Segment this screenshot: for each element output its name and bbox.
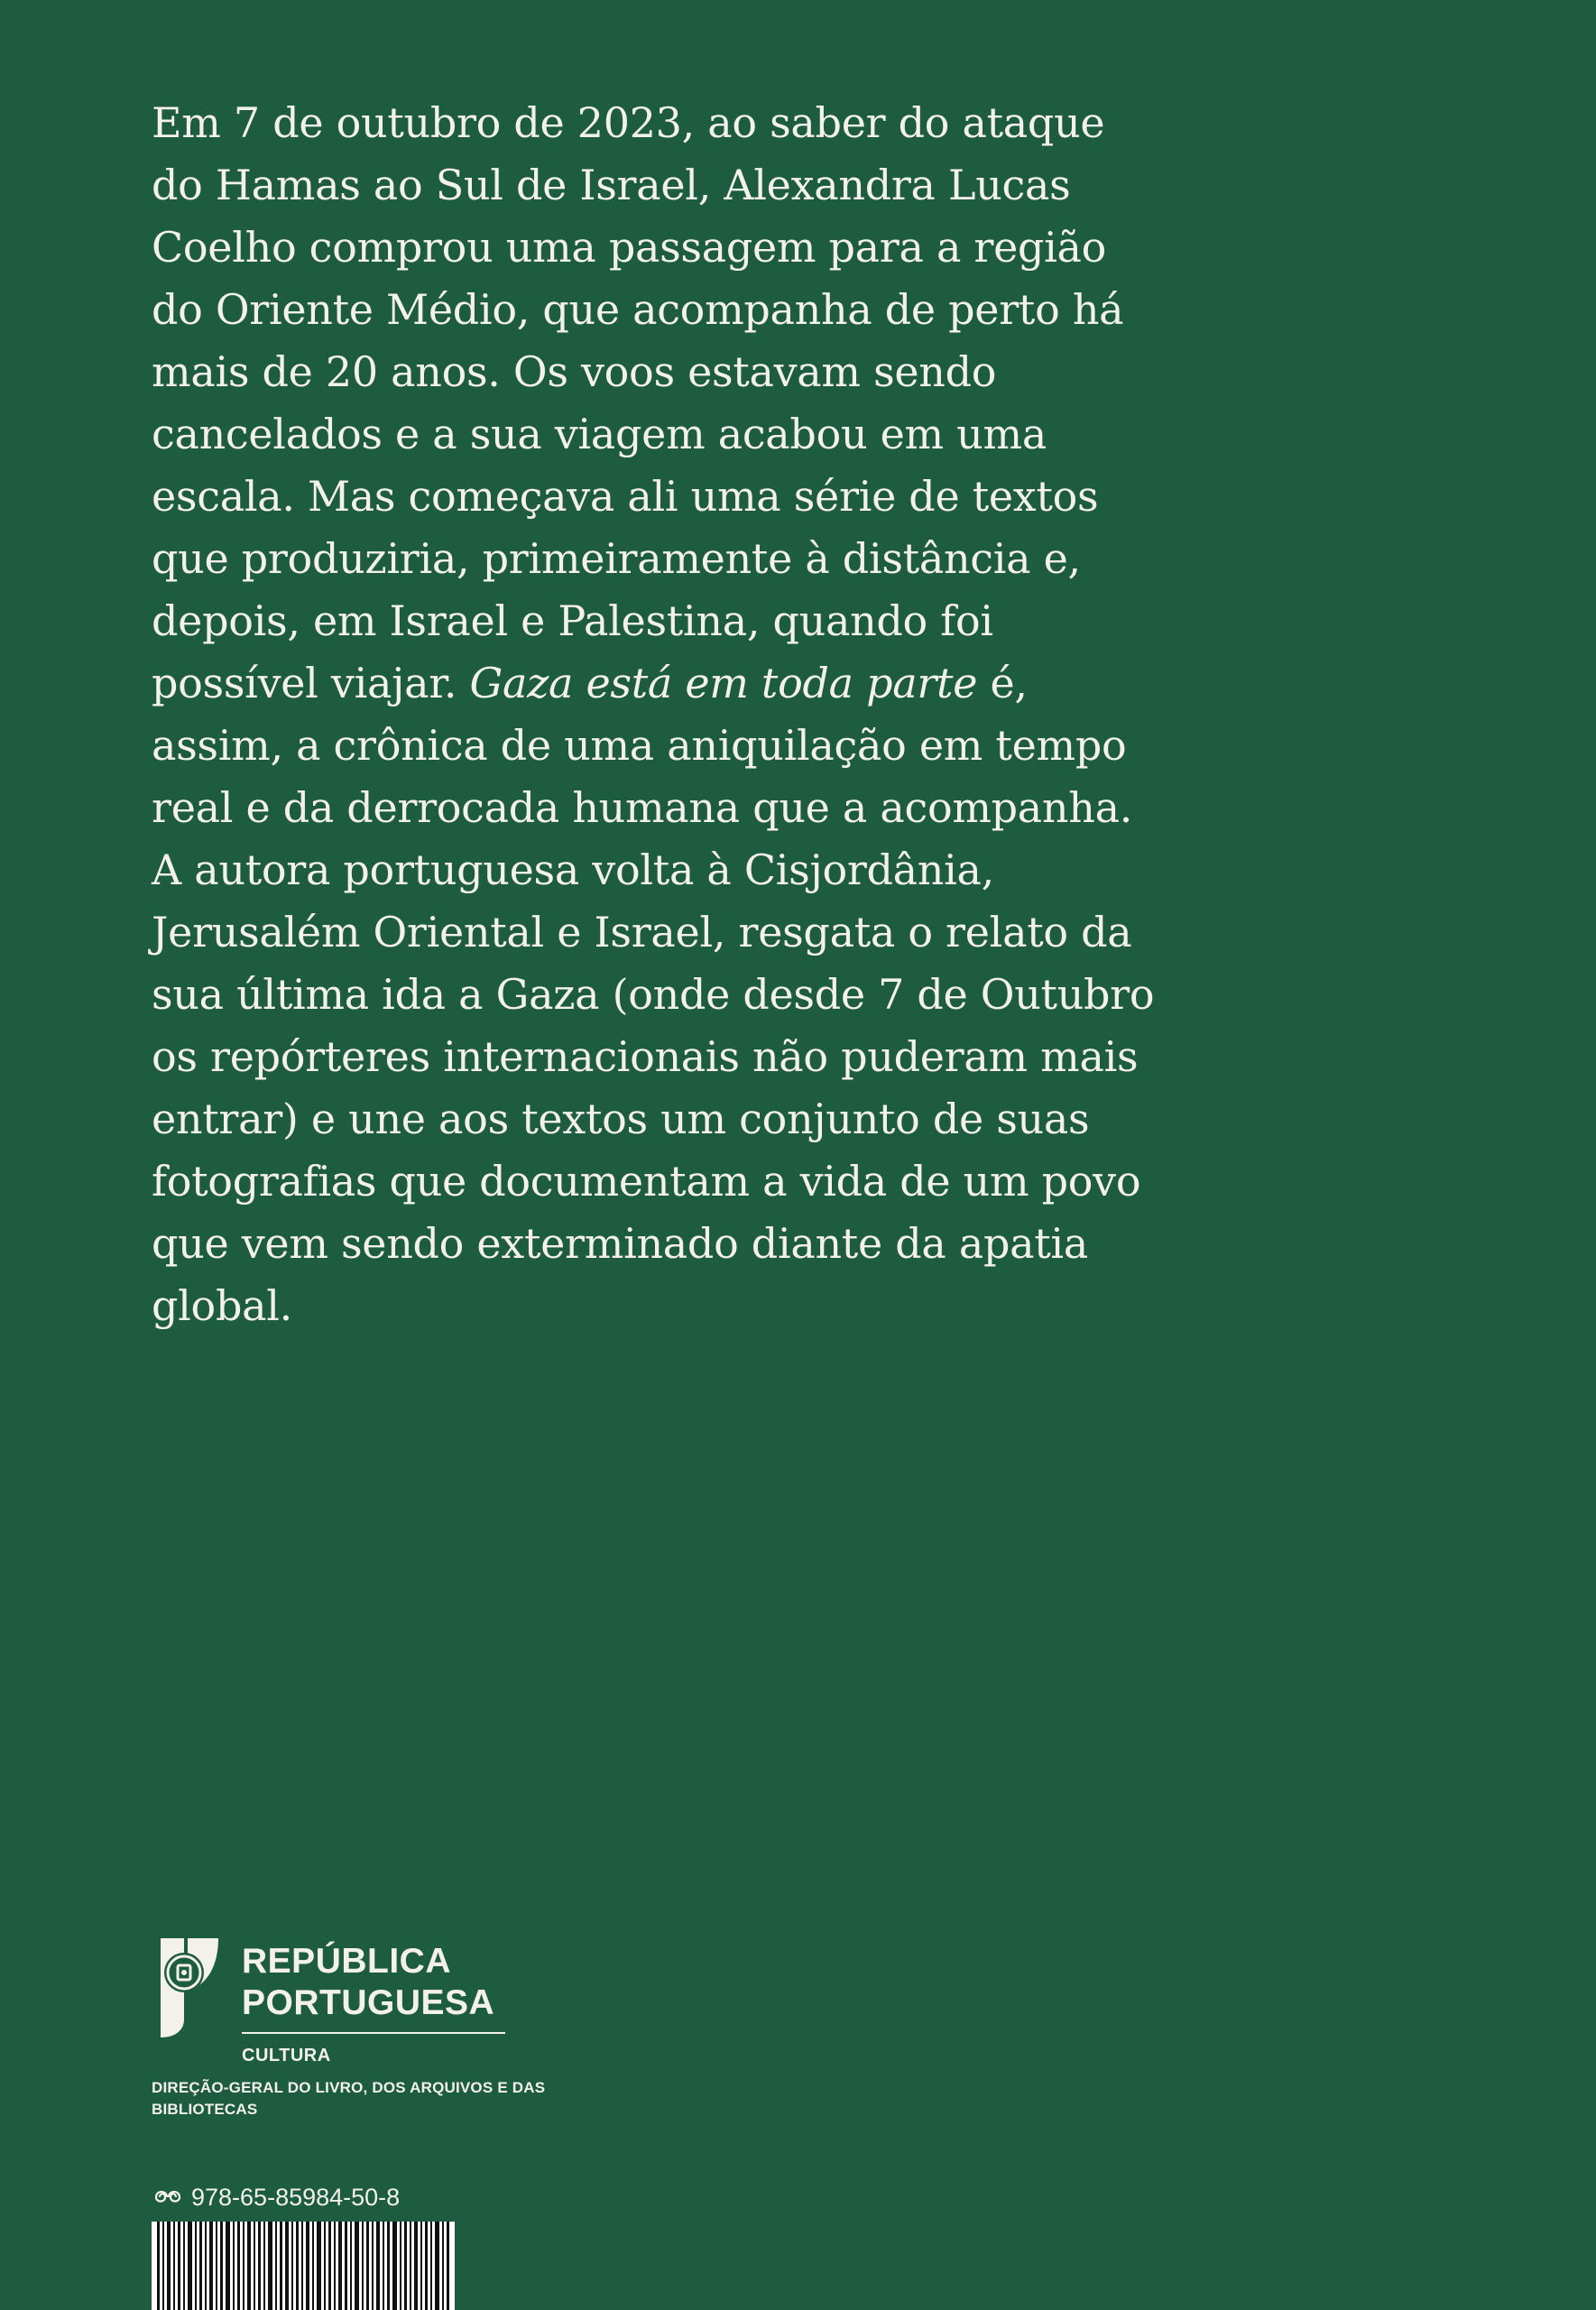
isbn-line bbox=[152, 2181, 400, 2213]
logo-text-line1: REPÚBLICA bbox=[242, 1942, 452, 1981]
logo-text-line2: PORTUGUESA bbox=[242, 1983, 495, 2022]
barcode bbox=[152, 2222, 455, 2310]
culture-label: CULTURA bbox=[242, 2046, 331, 2065]
coat-of-arms-icon bbox=[152, 1933, 224, 2039]
directorate-label: DIREÇÃO-GERAL DO LIVRO, DOS ARQUIVOS E DAS BIBLIOTECAS bbox=[152, 2079, 546, 2118]
back-cover-blurb bbox=[152, 92, 1162, 1337]
blurb-text-part2: é, assim, a crônica de uma aniquilação em tempo real e da derrocada humana que a acompanha. A autora portuguesa volta à Cisjordânia, Jerusalém Oriental e Israel, resgata o relato da sua última ida a Gaza (onde desde 7 de Outubro os repórteres internacionais não puderam mais entrar) e une aos textos um conjunto de suas fotografias que documentam a vida de um povo que vem sendo exterminado diante da apatia global. bbox=[152, 659, 1155, 1330]
republica-portuguesa-logo bbox=[152, 1933, 530, 2041]
book-title: Gaza está em toda parte bbox=[469, 659, 978, 707]
blurb-text-part1: Em 7 de outubro de 2023, ao saber do ataque do Hamas ao Sul de Israel, Alexandra Lucas Coelho comprou uma passagem para a região do Oriente Médio, que acompanha de perto há mais de 20 anos. Os voos estavam sendo cancelados e a sua viagem acabou em uma escala. Mas começava ali uma série de textos que produziria, primeiramente à distância e, depois, em Israel e Palestina, quando foi possível viajar. bbox=[152, 98, 1124, 707]
isbn-number: 978-65-85984-50-8 bbox=[191, 2183, 401, 2211]
spiral-ornament-icon bbox=[152, 2185, 184, 2210]
logo-divider bbox=[242, 2032, 505, 2034]
